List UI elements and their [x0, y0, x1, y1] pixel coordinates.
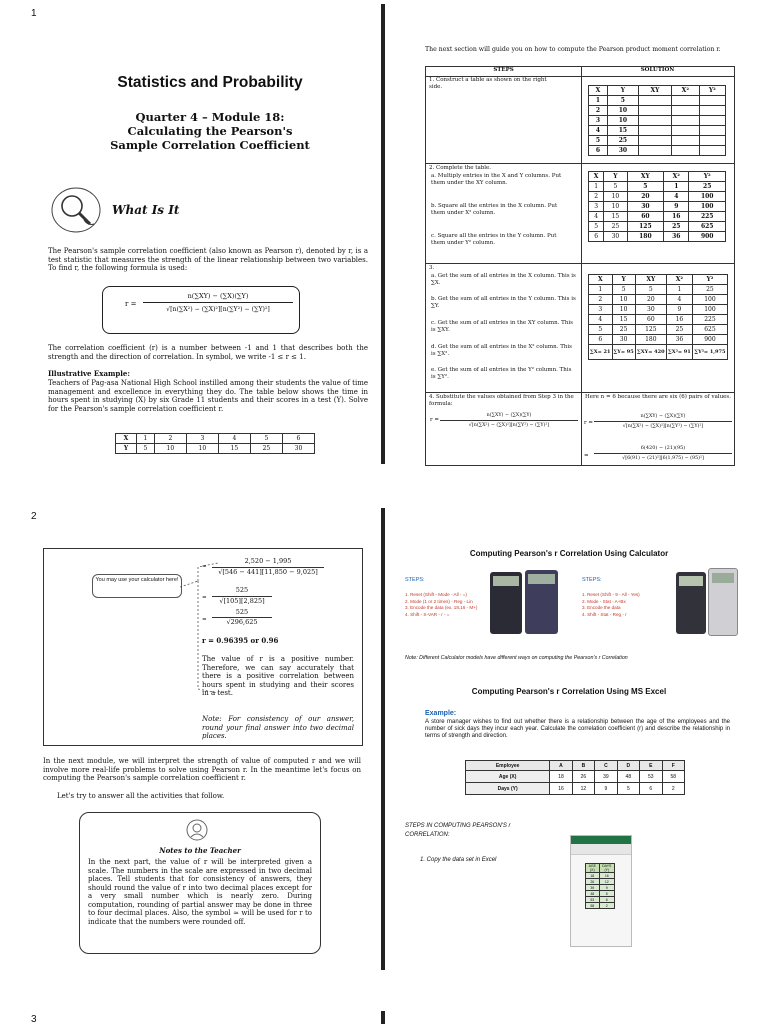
table-row: Y 5 10 10 15 25 30	[116, 444, 315, 454]
blank-table: X Y XY X² Y² 1 5 2 10 3 10 4 15 5 25 6 30	[588, 85, 726, 156]
step-2b: b. Square all the entries in the X column. Put them under X² column.	[431, 203, 558, 216]
steps-table: STEPS SOLUTION 1. Construct a table as shown on the right side. X Y XY X² Y² 1 5 2 10 3 10 4 15 5 25 6 30 2. Complete the table. a. Multiply entries in the X and Y columns. Put them under the XY column. b. Square all the entries in the X column. Put them under X² column. c. Square all the entries in the Y column. Put them under Y² column. X Y XY X² Y² 1 5 5 1 25 2 10 20 4 100 3 10 30 9 100 4 15 60 16 225 5 25 125 25 625 6 30 180 36 900 3. a. Get the sum of all entries in the X column. This is ∑X. b. Get the sum of all entries in the Y column. This is ∑Y. c. Get the sum of all entries in the XY column. This is ∑XY. d. Get the sum of all entries in the X² column. This is ∑X². e. Get the sum of all entries in the Y² column. This is ∑Y². X Y XY X² Y² 1 5 5 1 25 2 10 20 4 100 3 10 30 9 100 4 15 60 16 225 5 25 125 25 625 6 30 180 36 900 ∑X= 21 ∑Y= 95 ∑XY= 420 ∑X²= 91 ∑Y²= 1,975 4. Substitute the values obtained from Step 3 in the formula: r = n(∑XY) − (∑X)(∑Y) √[n(∑X²) − (∑X)²][n(∑Y²) − (∑Y)²] Here n = 6 because there are six (6) pairs of values. r = n(∑XY) − (∑X)(∑Y) √[n(∑X²) − (∑X)²][n(∑Y²) − (∑Y)²] = 6(420) − (21)(95) √[6(91) − (21)²][6(1,975) − (95)²]	[425, 66, 735, 466]
steps-label: STEPS:	[582, 577, 602, 583]
column-divider	[381, 508, 385, 970]
intro-guide: The next section will guide you on how to compute the Pearson product moment correlation r.	[425, 46, 721, 53]
calculator-image	[676, 572, 706, 634]
table-row: 2 10 20 4 100	[589, 295, 728, 305]
step-3b: b. Get the sum of all entries in the Y column. This is ∑Y.	[431, 296, 576, 309]
table-row: 5 25	[589, 136, 726, 146]
step-3-title: 3.	[429, 265, 435, 271]
table-row: 4 15 60 16 225	[589, 315, 728, 325]
try-activities: Let's try to answer all the activities that follow.	[57, 792, 225, 800]
calculator-image	[708, 568, 738, 636]
column-divider	[381, 1011, 385, 1024]
formula-box: r = n(∑XY) − (∑X)(∑Y) √[n(∑X²) − (∑X)²][n(∑Y²) − (∑Y)²]	[102, 286, 300, 334]
step-3c: c. Get the sum of all entries in the XY column. This is ∑XY.	[431, 320, 573, 333]
table-row: 2 10	[589, 106, 726, 116]
table-row: Employee A B C D E F	[466, 761, 685, 771]
table-row: 4 15 60 16 225	[589, 212, 726, 222]
table-row: 3 10 30 9 100	[589, 305, 728, 315]
employee-table	[465, 760, 685, 795]
steps-label: STEPS:	[405, 577, 425, 583]
teacher-notes-text: In the next part, the value of r will be interpreted given a scale. The numbers in the scale are expressed in two decimal places. Tell students that for consistency of answers, they should round the value of r into two decimal places except for a very small number which is nearly zero. During computation, rounding of partial answer may be done in three to four decimal places. Also, the symbol ≈ will be used for r to indicate that the numbers were rounded off.	[88, 858, 312, 926]
example-text: A store manager wishes to find out whether there is a relationship between the age of the employees and the number of sick days they incur each year. Calculate the correlation coefficient (r) and describe the relationship in terms of strength and direction.	[425, 719, 730, 740]
formula-denominator: √[n(∑X²) − (∑X)²][n(∑Y²) − (∑Y)²]	[166, 306, 270, 313]
left-calculator-steps: 1. Reset (Shift - Mode - All - =) 2. Mode (1 or 2 times) - Reg - Lin 3. Encode the data (ex. 18,16 - M+) 4. Shift - S-VAR - r - =	[405, 592, 478, 617]
example-label: Example:	[425, 710, 457, 717]
step-4: 4. Substitute the values obtained from Step 3 in the formula:	[429, 394, 574, 407]
table-row: 5 25 125 25 625	[589, 325, 728, 335]
excel-screenshot: AGE (X) DAYS (Y) 18 16 26 12 39 9 48 5 53 6 58 2	[570, 835, 632, 947]
example-paragraph: Teachers of Pag-asa National High School instilled among their students the value of time management and excellence in everything they do. The table below shows the time in hours spent in studying (X) by six Grade 11 students and their scores in a test (Y). Solve for the Pearson's sample correlation coefficient r.	[48, 379, 368, 413]
completed-table: X Y XY X² Y² 1 5 5 1 25 2 10 20 4 100 3 10 30 9 100 4 15 60 16 225 5 25 125 25 625 6 30 180 36 900	[588, 171, 726, 242]
calculator-image	[525, 570, 558, 634]
next-module-paragraph: In the next module, we will interpret the strength of value of computed r and we will involve more real-life problems to solve using Pearson r. In the meantime let's focus on computing the Pearson's sample correlation coefficient r.	[43, 757, 361, 782]
table-row: 48 5	[586, 891, 615, 897]
page-number: 2	[31, 511, 37, 522]
table-row: 26 12	[586, 879, 615, 885]
excel-section-title: Computing Pearson's r Correlation Using MS Excel	[471, 687, 667, 696]
table-row: Age (X) 18 26 39 48 53 58	[466, 771, 685, 783]
teacher-notes-title: Notes to the Teacher	[159, 846, 241, 855]
sums-table: X Y XY X² Y² 1 5 5 1 25 2 10 20 4 100 3 10 30 9 100 4 15 60 16 225 5 25 125 25 625 6 30 180 36 900 ∑X= 21 ∑Y= 95 ∑XY= 420 ∑X²= 91 ∑Y²= 1,975	[588, 274, 728, 360]
step-3a: a. Get the sum of all entries in the X column. This is ∑X.	[431, 273, 576, 286]
result: r = 0.96395 or 0.96	[202, 636, 279, 645]
table-row: 6 30 180 36 900	[589, 335, 728, 345]
calculator-section-title: Computing Pearson's r Correlation Using Calculator	[469, 549, 669, 558]
table-row: 2 10 20 4 100	[589, 192, 726, 202]
step-2c: c. Square all the entries in the Y column. Put them under Y² column.	[431, 233, 557, 246]
computation-box: You may use your calculator here! = 2,520 − 1,995 √[546 − 441][11,850 − 9,025] = 525 √[105][2,825] = 525 √296,625 r = 0.96395 or 0.96 The value of r is a positive number. Therefore, we can say accurately that there is a positive correlation between hours spent in studying and their scores in a test. Note: For consistency of our answer, round your final answer into two decimal places.	[43, 548, 363, 746]
table-row: 39 9	[586, 885, 615, 891]
step-1: 1. Construct a table as shown on the right side.	[429, 77, 547, 90]
excel-step-1: 1. Copy the data set in Excel	[420, 857, 497, 863]
module-subtitle: Quarter 4 – Module 18: Calculating the Pearson's Sample Correlation Coefficient	[110, 110, 310, 152]
step-3d: d. Get the sum of all entries in the X² column. This is ∑X².	[431, 344, 572, 357]
table-row: Days (Y) 16 12 9 5 6 2	[466, 783, 685, 795]
table-row: 1 5 5 1 25	[589, 182, 726, 192]
right-calculator-steps: 1. Reset (Shift - 9 - All - Yes) 2. Mode - Stat - A+Bx 3. Encode the data 4. Shift - Stat - Reg - r	[582, 592, 640, 617]
table-row: 6 30 180 36 900	[589, 232, 726, 242]
column-divider	[381, 4, 385, 464]
step-2-title: 2. Complete the table.	[429, 165, 492, 171]
correlation-definition: The correlation coefficient (r) is a number between -1 and 1 that describes both the strength and the direction of correlation. In symbol, we write -1 ≤ r ≤ 1.	[48, 344, 368, 361]
table-row: 3 10	[589, 116, 726, 126]
step-3e: e. Get the sum of all entries in the Y² column. This is ∑Y².	[431, 367, 572, 380]
step-4-solution: Here n = 6 because there are six (6) pairs of values.	[585, 394, 731, 400]
table-row: 1 5 5 1 25	[589, 285, 728, 295]
xy-data-table	[115, 433, 315, 454]
table-row: 53 6	[586, 897, 615, 903]
excel-steps-heading: STEPS IN COMPUTING PEARSON'S r CORRELATION:	[405, 823, 511, 838]
interpretation: The value of r is a positive number. Therefore, we can say accurately that there is a positive correlation between hours spent in studying and their scores in a test.	[202, 655, 354, 697]
calculator-callout: You may use your calculator here!	[92, 574, 182, 598]
module-title: Statistics and Probability	[117, 74, 303, 91]
table-row: 3 10 30 9 100	[589, 202, 726, 212]
calculator-note: Note: Different Calculator models have different ways on computing the Pearson's r Correlation	[405, 655, 628, 661]
teacher-notes-box	[79, 812, 321, 954]
table-row: X 1 2 3 4 5 6	[116, 434, 315, 444]
table-row: 18 16	[586, 873, 615, 879]
page-number: 1	[31, 8, 37, 19]
section-heading: What Is It	[112, 203, 180, 217]
table-row: 6 30	[589, 146, 726, 156]
teacher-icon	[186, 819, 208, 841]
rounding-note: Note: For consistency of our answer, round your final answer into two decimal places.	[202, 715, 354, 740]
formula-numerator: n(∑XY) − (∑X)(∑Y)	[187, 292, 249, 300]
calculator-image	[490, 572, 522, 634]
table-row: 4 15	[589, 126, 726, 136]
illustrative-heading: Illustrative Example:	[48, 369, 130, 378]
table-row: 5 25 125 25 625	[589, 222, 726, 232]
table-row: 58 2	[586, 903, 615, 909]
step-2a: a. Multiply entries in the X and Y columns. Put them under the XY column.	[431, 173, 562, 186]
table-row: 1 5	[589, 96, 726, 106]
sums-row: ∑X= 21 ∑Y= 95 ∑XY= 420 ∑X²= 91 ∑Y²= 1,975	[589, 345, 728, 360]
intro-paragraph: The Pearson's sample correlation coefficient (also known as Pearson r), denoted by r, is a test statistic that measures the strength of the linear relationship between two variables. To find r, the following formula is used:	[48, 247, 368, 272]
page-number: 3	[31, 1014, 37, 1025]
magnifier-icon	[50, 186, 102, 234]
